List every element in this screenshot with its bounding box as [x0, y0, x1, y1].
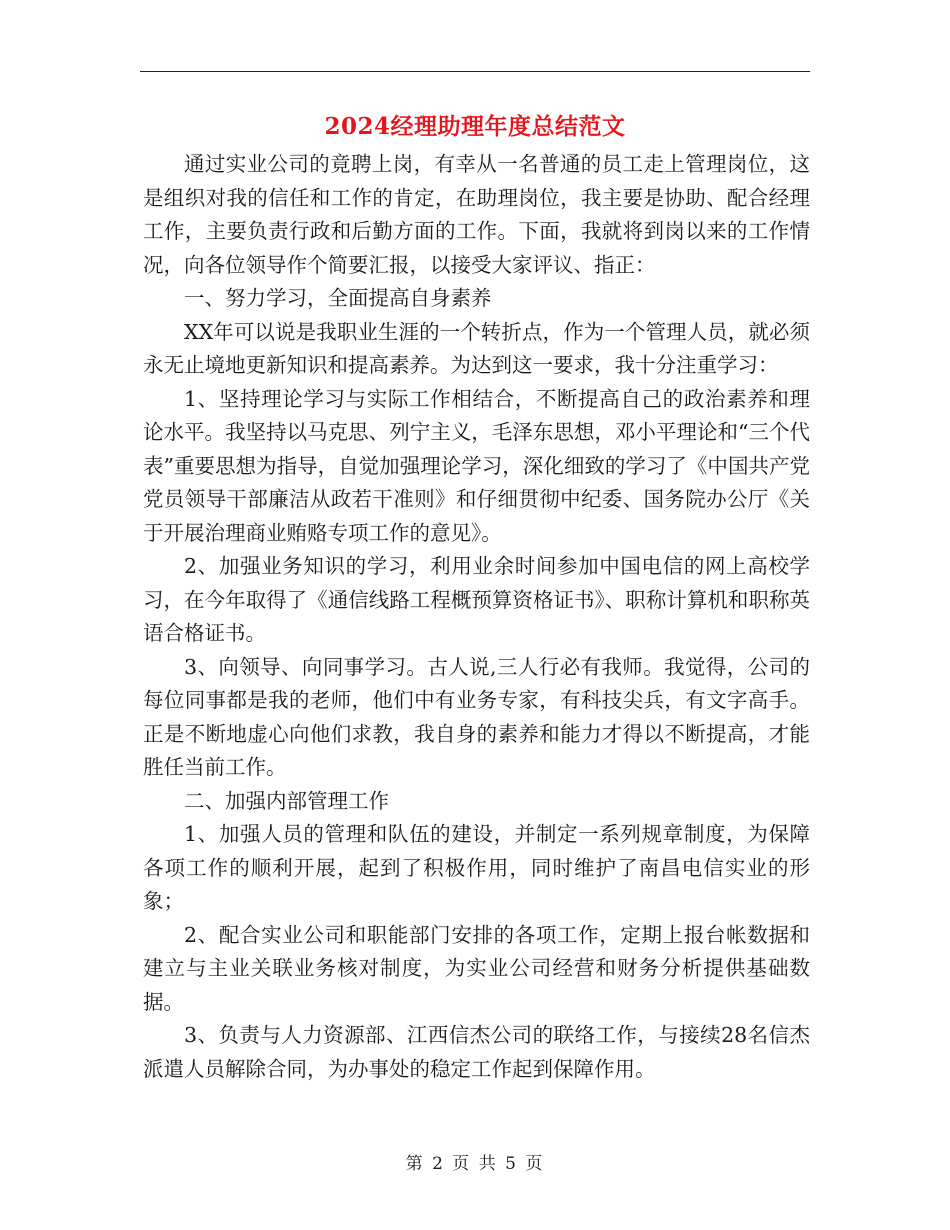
paragraph-learn-from-colleagues: 3、向领导、向同事学习。古人说,三人行必有我师。我觉得，公司的每位同事都是我的老师，他们中有业务专家，有科技尖兵，有文字高手。正是不断地虚心向他们求教，我自身的素养和能力才得以不断提高，才能胜任当前工作。	[143, 654, 810, 779]
page-number: 第 2 页 共 5 页	[405, 1154, 545, 1174]
section-heading-2: 二、加强内部管理工作	[184, 788, 389, 813]
paragraph-career: XX年可以说是我职业生涯的一个转折点，作为一个管理人员，就必须永无止境地更新知识和提高素养。为达到这一要求，我十分注重学习：	[143, 319, 810, 377]
document-title: 2024经理助理年度总结范文	[324, 113, 626, 140]
paragraph-intro: 通过实业公司的竟聘上岗，有幸从一名普通的员工走上管理岗位，这是组织对我的信任和工作的肯定，在助理岗位，我主要是协助、配合经理工作，主要负责行政和后勤方面的工作。下面，我就将到岗以来的工作情况，向各位领导作个简要汇报，以接受大家评议、指正：	[143, 152, 810, 277]
section-heading-1: 一、努力学习，全面提高自身素养	[184, 286, 492, 310]
document-body	[143, 148, 810, 1086]
paragraph-business-study: 2、加强业务知识的学习，利用业余时间参加中国电信的网上高校学习，在今年取得了《通信线路工程概预算资格证书》、职称计算机和职称英语合格证书。	[143, 554, 810, 645]
paragraph-staff-management: 1、加强人员的管理和队伍的建设，并制定一系列规章制度，为保障各项工作的顺利开展，起到了积极作用，同时维护了南昌电信实业的形象；	[143, 822, 810, 913]
paragraph-liaison: 3、负责与人力资源部、江西信杰公司的联络工作，与接续28名信杰派遣人员解除合同，为办事处的稳定工作起到保障作用。	[143, 1023, 810, 1081]
header-rule	[140, 71, 810, 72]
paragraph-cooperation: 2、配合实业公司和职能部门安排的各项工作，定期上报台帐数据和建立与主业关联业务核对制度，为实业公司经营和财务分析提供基础数据。	[143, 922, 810, 1014]
paragraph-theory-study: 1、坚持理论学习与实际工作相结合，不断提高自己的政治素养和理论水平。我坚持以马克思、列宁主义，毛泽东思想，邓小平理论和“三个代表”重要思想为指导，自觉加强理论学习，深化细致的学习了《中国共产党党员领导干部廉洁从政若干准则》和仔细贯彻中纪委、国务院办公厅《关于开展治理商业贿赂专项工作的意见》。	[143, 386, 810, 545]
